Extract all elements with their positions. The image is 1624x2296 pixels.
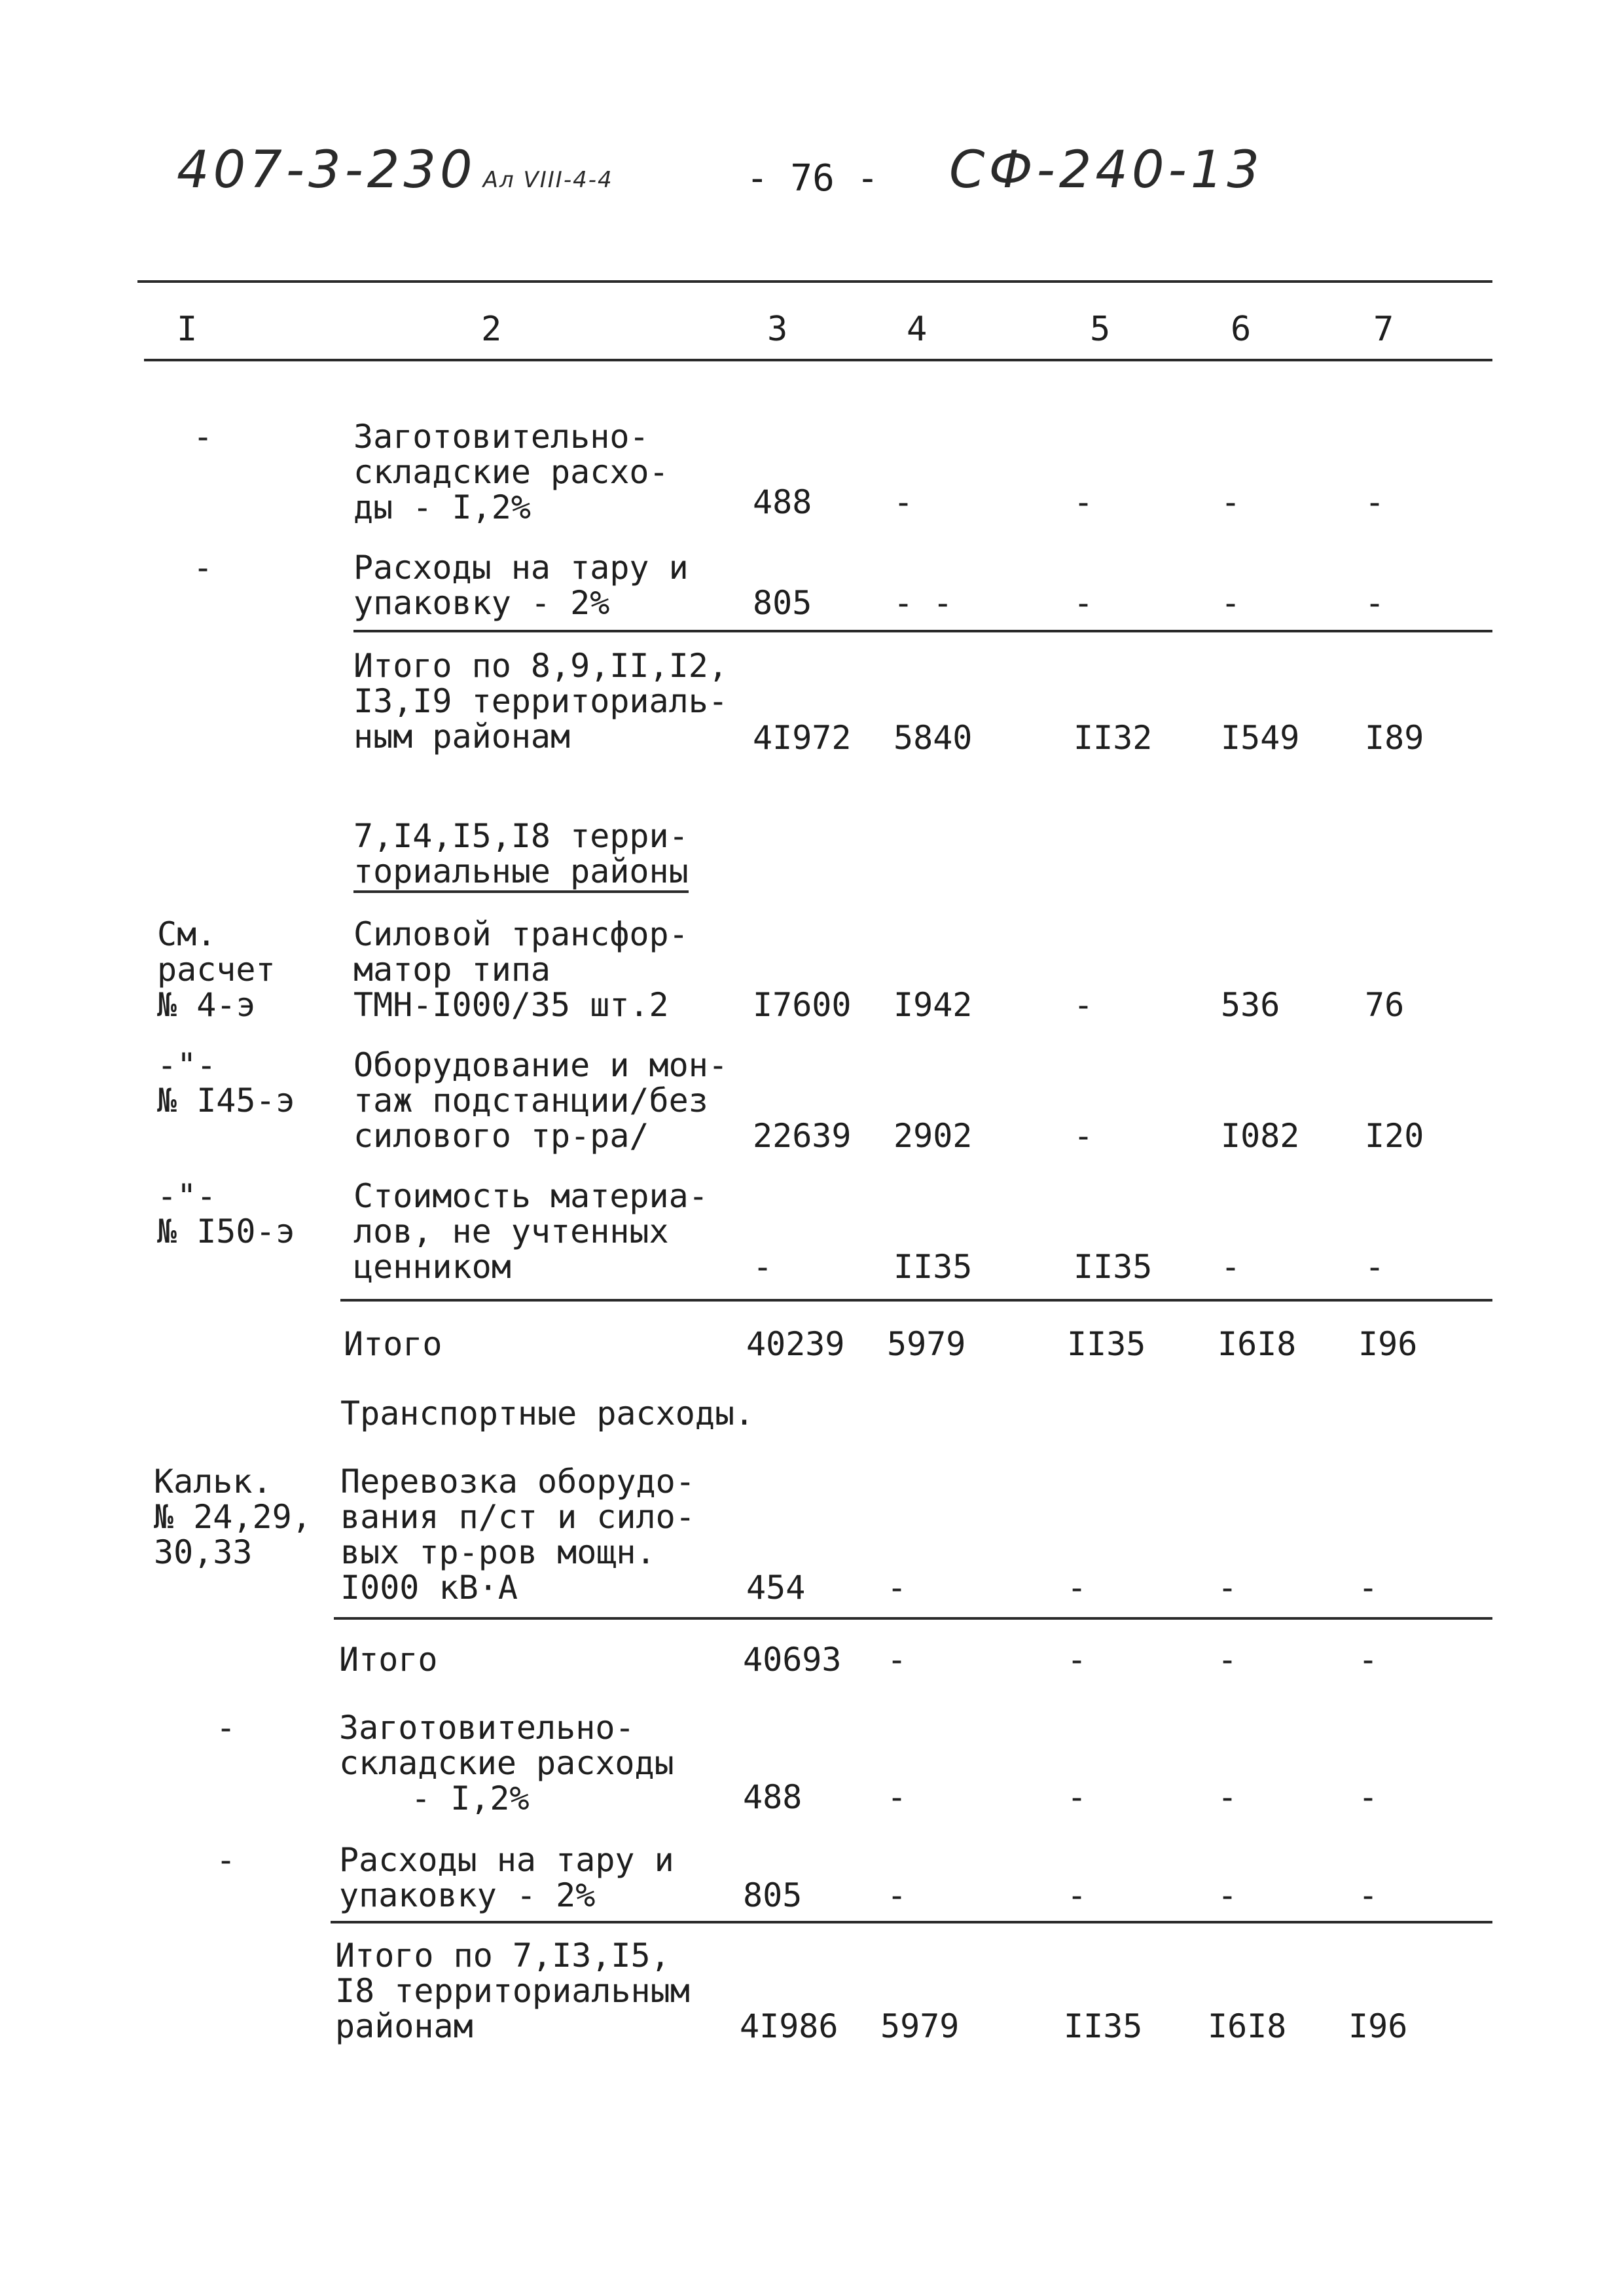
row-value-col6: I6I8 [1218,1325,1297,1363]
column-header-6: 6 [1231,310,1252,349]
row-value-col6: - [1221,584,1241,622]
document-number-text: 407-3-230 [177,141,477,200]
row-value-col4: 2902 [893,1117,973,1155]
table-top-rule [137,280,1492,283]
row-description [353,648,728,754]
row-value-col4: - [887,1778,907,1816]
row-description-line: Расходы на тару и [353,549,689,587]
row-value-col6: - [1218,1876,1238,1914]
section-heading: Транспортные расходы. [340,1394,755,1432]
row-description [353,1178,708,1285]
row-ref [154,1464,312,1570]
row-value-col5: II35 [1067,1325,1146,1363]
section-heading [353,818,689,893]
row-description-line: Заготовительно- [339,1709,635,1747]
section-heading-line: 7,I4,I5,I8 терри- [353,817,689,855]
column-header-2: 2 [481,310,502,349]
row-value-col4: 5979 [880,2007,960,2045]
row-description-line: упаковку - 2% [353,584,610,622]
row-value-col3: 488 [753,483,812,521]
row-ref-line: № I45-э [157,1082,295,1120]
row-value-col4: - [887,1641,907,1679]
row-value-col3: 4I986 [740,2007,839,2045]
row-description [339,1710,674,1816]
row-description-line: районам [335,2007,473,2045]
row-value-col5: II35 [1064,2007,1143,2045]
row-value-col3: - [753,1248,773,1286]
row-description-line: Силовой трансфор- [353,915,689,953]
row-ref: - [216,1709,236,1747]
row-description [340,1464,695,1605]
row-ref [157,917,276,1023]
row-value-col7: 76 [1365,986,1405,1024]
row-value-col4: 5979 [887,1325,966,1363]
row-value-col3: 40693 [743,1641,842,1679]
row-description-line: упаковку - 2% [339,1876,596,1914]
row-description-line: складские расходы [339,1744,674,1782]
row-value-col4: - - [893,584,953,622]
row-description-line: ным районам [353,718,571,756]
subtotal-rule [331,1921,1492,1923]
row-description-line: ТМН-I000/35 шт.2 [353,986,669,1024]
row-ref [157,1048,295,1118]
row-description-line: вания п/ст и сило- [340,1498,695,1536]
section-heading-line: ториальные районы [353,854,689,893]
row-value-col4: II35 [893,1248,973,1286]
row-description [353,917,689,1023]
row-ref-line: См. [157,915,217,953]
row-value-col6: I082 [1221,1117,1300,1155]
row-value-col7: I20 [1365,1117,1424,1155]
row-description [335,1938,690,2044]
row-value-col7: I89 [1365,719,1424,757]
row-value-col3: 22639 [753,1117,852,1155]
row-value-col5: - [1067,1569,1087,1607]
row-description-line: Стоимость материа- [353,1177,708,1215]
row-description-line: I8 территориальным [335,1972,690,2010]
row-value-col7: - [1358,1569,1379,1607]
row-value-col3: 805 [753,584,812,622]
row-value-col5: - [1074,483,1094,521]
row-value-col3: 488 [743,1778,803,1816]
row-description: Итого [344,1325,442,1363]
row-description-line: Итого по 7,I3,I5, [335,1937,670,1975]
row-description-line: Итого по 8,9,II,I2, [353,647,728,685]
row-description-line: - I,2% [411,1779,530,1817]
document-number [177,141,613,200]
row-value-col3: 805 [743,1876,803,1914]
row-description [353,419,669,525]
row-description-line: I3,I9 территориаль- [353,682,728,720]
row-description-line: складские расхо- [353,453,669,491]
row-value-col7: - [1365,1248,1385,1286]
row-description-line: ценником [353,1248,511,1286]
row-description-line: Оборудование и мон- [353,1046,728,1084]
header-bottom-rule [144,359,1492,361]
row-value-col4: - [887,1876,907,1914]
subtotal-rule [340,1299,1492,1302]
row-description [339,1842,674,1913]
row-value-col4: - [887,1569,907,1607]
row-ref-line: расчет [157,951,276,989]
row-value-col6: - [1218,1569,1238,1607]
row-value-col5: II35 [1074,1248,1153,1286]
column-header-1: I [177,310,198,349]
row-value-col6: 536 [1221,986,1280,1024]
row-value-col5: II32 [1074,719,1153,757]
row-value-col3: 4I972 [753,719,852,757]
row-value-col4: - [893,483,914,521]
document-code: СФ-240-13 [949,141,1264,200]
row-value-col6: I6I8 [1208,2007,1287,2045]
subtotal-rule [334,1617,1492,1620]
row-description-line: ды - I,2% [353,488,531,526]
row-value-col6: - [1221,483,1241,521]
row-value-col7: - [1358,1876,1379,1914]
row-description-line: таж подстанции/без [353,1082,708,1120]
row-value-col5: - [1074,986,1094,1024]
row-description-line: матор типа [353,951,551,989]
row-value-col5: - [1067,1778,1087,1816]
column-header-3: 3 [767,310,788,349]
row-ref-line: № 4-э [157,986,256,1024]
column-header-7: 7 [1373,310,1394,349]
row-value-col6: - [1218,1778,1238,1816]
subtotal-rule [353,630,1492,632]
row-description [353,550,689,621]
row-description-line: лов, не учтенных [353,1212,669,1250]
row-value-col5: - [1074,1117,1094,1155]
row-value-col4: 5840 [893,719,973,757]
row-value-col5: - [1067,1641,1087,1679]
row-description-line: Расходы на тару и [339,1841,674,1879]
row-ref-line: № 24,29, [154,1498,312,1536]
row-value-col6: I549 [1221,719,1300,757]
row-ref: - [193,418,213,456]
row-description-line: силового тр-ра/ [353,1117,649,1155]
row-value-col6: - [1218,1641,1238,1679]
row-value-col7: I96 [1358,1325,1418,1363]
row-value-col6: - [1221,1248,1241,1286]
row-ref: - [216,1841,236,1879]
row-description-line: Перевозка оборудо- [340,1463,695,1501]
row-ref [157,1178,295,1249]
row-value-col7: - [1358,1778,1379,1816]
row-ref-line: Кальк. [154,1463,272,1501]
row-value-col5: - [1067,1876,1087,1914]
row-ref-line: -"- [157,1046,217,1084]
row-value-col5: - [1074,584,1094,622]
column-header-5: 5 [1090,310,1111,349]
row-ref-line: 30,33 [154,1533,253,1571]
column-header-4: 4 [907,310,928,349]
row-value-col3: I7600 [753,986,852,1024]
row-description-line: Заготовительно- [353,418,649,456]
row-value-col7: - [1365,584,1385,622]
row-value-col4: I942 [893,986,973,1024]
row-description-line: вых тр-ров мощн. [340,1533,656,1571]
row-description: Итого [339,1641,438,1679]
row-ref-line: № I50-э [157,1212,295,1250]
document-sub-number: Ал VIII-4-4 [482,167,613,193]
row-value-col7: - [1365,483,1385,521]
row-value-col7: - [1358,1641,1379,1679]
row-description [353,1048,728,1154]
row-value-col7: I96 [1348,2007,1408,2045]
row-ref: - [193,549,213,587]
row-description-line: I000 кВ·А [340,1569,518,1607]
row-ref-line: -"- [157,1177,217,1215]
page-number: - 76 - [746,157,879,200]
row-value-col3: 454 [746,1569,806,1607]
row-value-col3: 40239 [746,1325,845,1363]
